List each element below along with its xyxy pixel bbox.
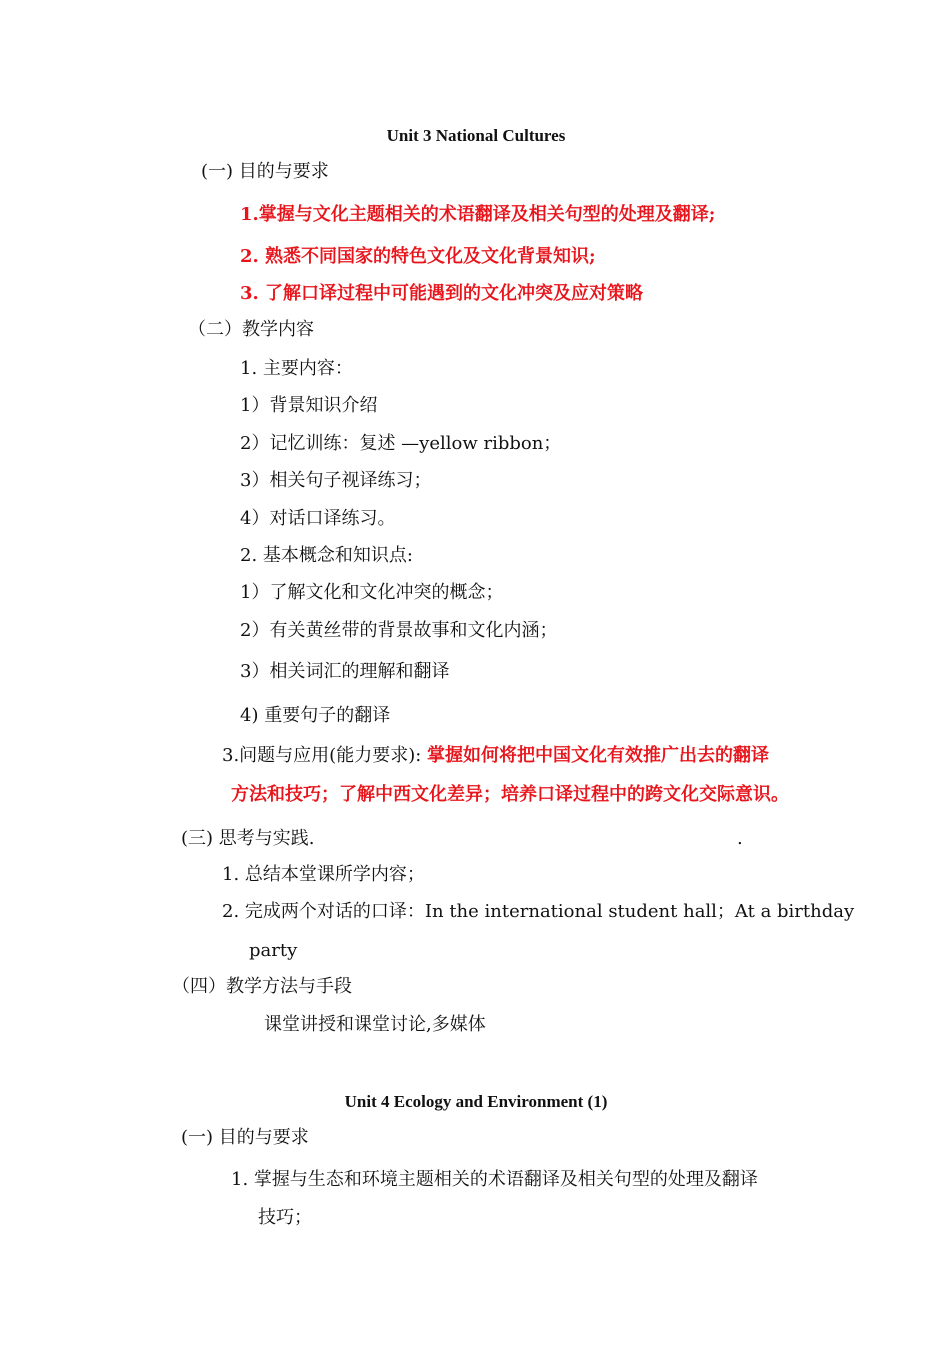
unit4-goal-1: 1. 掌握与生态和环境主题相关的术语翻译及相关句型的处理及翻译: [231, 1169, 758, 1190]
unit3-content-line: 2. 基本概念和知识点:: [240, 545, 413, 566]
unit3-methods-text: 课堂讲授和课堂讨论,多媒体: [264, 1014, 486, 1035]
unit3-ability-line: [222, 744, 769, 768]
unit3-ability-prefix: 3.问题与应用(能力要求):: [222, 745, 422, 766]
unit3-practice-2-cont: party: [249, 940, 298, 961]
unit3-content-line: 3）相关句子视译练习；: [240, 470, 432, 491]
unit3-section3-dot: .: [737, 828, 743, 849]
unit3-section3-heading: (三) 思考与实践.: [181, 828, 315, 849]
unit3-goal-1: 1.掌握与文化主题相关的术语翻译及相关句型的处理及翻译;: [240, 204, 716, 225]
unit4-title: Unit 4 Ecology and Environment (1): [344, 1092, 608, 1111]
unit3-practice-2: 2. 完成两个对话的口译：In the international student hall；At a birthday: [222, 901, 855, 922]
unit3-section1-heading: (一) 目的与要求: [201, 161, 329, 182]
unit3-ability-red-1: 掌握如何将把中国文化有效推广出去的翻译: [427, 745, 770, 766]
unit3-content-line: 4）对话口译练习。: [240, 508, 396, 529]
unit3-goal-2: 2. 熟悉不同国家的特色文化及文化背景知识;: [240, 246, 596, 267]
unit3-practice-1: 1. 总结本堂课所学内容；: [222, 864, 425, 885]
unit3-content-line: 1）了解文化和文化冲突的概念；: [240, 582, 504, 603]
unit3-ability-red-2: 方法和技巧；了解中西文化差异；培养口译过程中的跨文化交际意识。: [231, 784, 789, 805]
unit3-content-line: 1）背景知识介绍: [240, 395, 378, 416]
unit4-goal-1-cont: 技巧；: [258, 1207, 312, 1228]
unit3-goal-3: 3. 了解口译过程中可能遇到的文化冲突及应对策略: [240, 283, 644, 304]
unit3-content-line: 1. 主要内容：: [240, 358, 353, 379]
unit3-content-line: 2）有关黄丝带的背景故事和文化内涵；: [240, 620, 558, 641]
unit3-content-line: 3）相关词汇的理解和翻译: [240, 661, 450, 682]
unit3-content-line: 2）记忆训练：复述 —yellow ribbon；: [240, 433, 562, 454]
unit3-section4-heading: （四）教学方法与手段: [172, 976, 352, 997]
unit3-content-line: 4) 重要句子的翻译: [240, 705, 391, 726]
unit4-section1-heading: (一) 目的与要求: [181, 1127, 309, 1148]
unit3-section2-heading: （二）教学内容: [188, 319, 314, 340]
unit3-title: Unit 3 National Cultures: [386, 126, 566, 145]
